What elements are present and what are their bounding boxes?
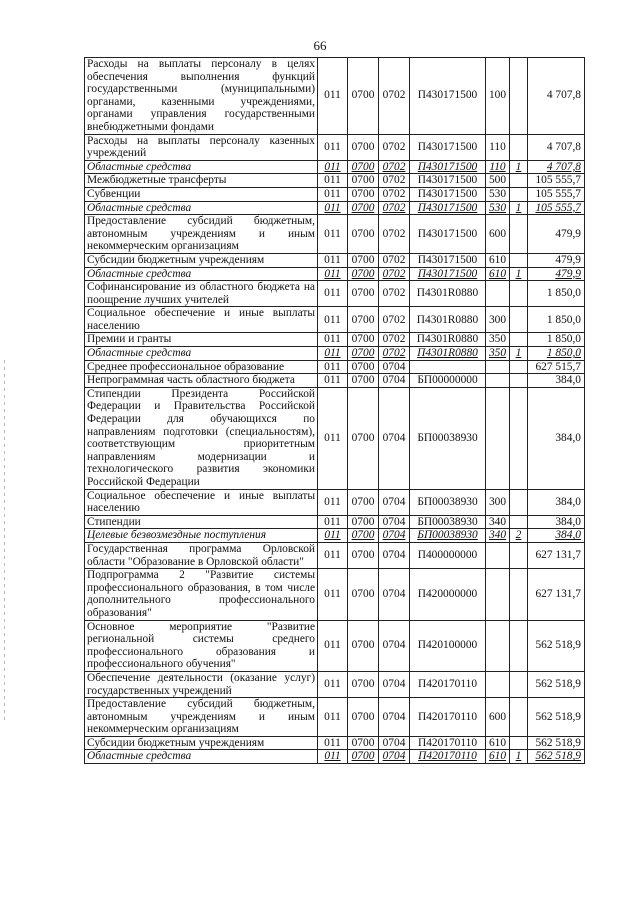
row-target-article: П420000000 bbox=[410, 569, 486, 620]
binding-edge-mark bbox=[4, 360, 5, 720]
table-row bbox=[85, 542, 585, 568]
row-subsection-code: 0704 bbox=[379, 671, 410, 697]
row-amount: 562 518,9 bbox=[528, 736, 585, 750]
row-subsection-code: 0704 bbox=[379, 698, 410, 737]
row-amount: 1 850,0 bbox=[528, 333, 585, 347]
row-amount: 105 555,7 bbox=[528, 174, 585, 188]
row-funding-source bbox=[510, 569, 528, 620]
row-name-cell: Непрограммная часть областного бюджета bbox=[85, 374, 318, 388]
row-section-code: 0700 bbox=[348, 569, 379, 620]
table-row bbox=[85, 187, 585, 201]
row-name-cell: Субсидии бюджетным учреждениям bbox=[85, 736, 318, 750]
row-ved-code: 011 bbox=[318, 281, 348, 307]
table-row bbox=[85, 736, 585, 750]
row-expense-type bbox=[486, 360, 510, 374]
row-ved-code: 011 bbox=[318, 515, 348, 529]
row-section-code: 0700 bbox=[348, 750, 379, 764]
row-section-code: 0700 bbox=[348, 698, 379, 737]
row-name-cell: Премии и гранты bbox=[85, 333, 318, 347]
row-subsection-code: 0702 bbox=[379, 281, 410, 307]
table-row bbox=[85, 671, 585, 697]
row-section-code: 0700 bbox=[348, 201, 379, 215]
row-target-article: П430171500 bbox=[410, 201, 486, 215]
row-ved-code: 011 bbox=[318, 387, 348, 489]
row-ved-code: 011 bbox=[318, 215, 348, 254]
row-subsection-code: 0704 bbox=[379, 515, 410, 529]
table-row bbox=[85, 347, 585, 361]
row-name-cell: Государственная программа Орловской области "Образование в Орловской области" bbox=[85, 542, 318, 568]
row-target-article: П420170110 bbox=[410, 750, 486, 764]
row-subsection-code: 0702 bbox=[379, 215, 410, 254]
table-row bbox=[85, 307, 585, 333]
row-expense-type: 110 bbox=[486, 160, 510, 174]
row-funding-source bbox=[510, 215, 528, 254]
row-section-code: 0700 bbox=[348, 529, 379, 543]
row-expense-type: 610 bbox=[486, 253, 510, 267]
row-expense-type: 530 bbox=[486, 187, 510, 201]
row-section-code: 0700 bbox=[348, 347, 379, 361]
row-expense-type bbox=[486, 374, 510, 388]
row-target-article: П430171500 bbox=[410, 267, 486, 281]
row-section-code: 0700 bbox=[348, 620, 379, 671]
row-target-article: БП00038930 bbox=[410, 529, 486, 543]
row-subsection-code: 0702 bbox=[379, 160, 410, 174]
row-ved-code: 011 bbox=[318, 569, 348, 620]
row-amount: 105 555,7 bbox=[528, 201, 585, 215]
row-ved-code: 011 bbox=[318, 698, 348, 737]
row-ved-code: 011 bbox=[318, 160, 348, 174]
row-ved-code: 011 bbox=[318, 360, 348, 374]
row-target-article bbox=[410, 360, 486, 374]
row-expense-type: 500 bbox=[486, 174, 510, 188]
row-ved-code: 011 bbox=[318, 307, 348, 333]
row-funding-source bbox=[510, 58, 528, 135]
row-ved-code: 011 bbox=[318, 333, 348, 347]
row-subsection-code: 0702 bbox=[379, 134, 410, 160]
row-name-cell: Областные средства bbox=[85, 201, 318, 215]
row-expense-type: 530 bbox=[486, 201, 510, 215]
row-amount: 384,0 bbox=[528, 515, 585, 529]
row-amount: 1 850,0 bbox=[528, 347, 585, 361]
row-amount: 1 850,0 bbox=[528, 307, 585, 333]
row-funding-source bbox=[510, 187, 528, 201]
row-target-article: БП00038930 bbox=[410, 387, 486, 489]
row-section-code: 0700 bbox=[348, 542, 379, 568]
row-amount: 384,0 bbox=[528, 529, 585, 543]
row-name-cell: Областные средства bbox=[85, 347, 318, 361]
row-target-article: П430171500 bbox=[410, 58, 486, 135]
row-target-article: П400000000 bbox=[410, 542, 486, 568]
row-section-code: 0700 bbox=[348, 187, 379, 201]
row-section-code: 0700 bbox=[348, 58, 379, 135]
row-ved-code: 011 bbox=[318, 750, 348, 764]
row-subsection-code: 0702 bbox=[379, 58, 410, 135]
row-section-code: 0700 bbox=[348, 307, 379, 333]
row-section-code: 0700 bbox=[348, 160, 379, 174]
row-ved-code: 011 bbox=[318, 347, 348, 361]
budget-table-body bbox=[85, 58, 585, 764]
row-target-article: П4301R0880 bbox=[410, 281, 486, 307]
row-subsection-code: 0704 bbox=[379, 374, 410, 388]
row-amount: 479,9 bbox=[528, 253, 585, 267]
row-name-cell: Предоставление субсидий бюджетным, автономным учреждениям и иным некоммерческим организациям bbox=[85, 698, 318, 737]
row-ved-code: 011 bbox=[318, 253, 348, 267]
row-expense-type: 610 bbox=[486, 750, 510, 764]
row-target-article: П420170110 bbox=[410, 736, 486, 750]
row-funding-source: 1 bbox=[510, 160, 528, 174]
table-row bbox=[85, 267, 585, 281]
row-amount: 4 707,8 bbox=[528, 134, 585, 160]
row-subsection-code: 0704 bbox=[379, 750, 410, 764]
row-subsection-code: 0704 bbox=[379, 387, 410, 489]
row-funding-source bbox=[510, 281, 528, 307]
row-amount: 562 518,9 bbox=[528, 698, 585, 737]
table-row bbox=[85, 281, 585, 307]
row-funding-source bbox=[510, 307, 528, 333]
row-name-cell: Социальное обеспечение и иные выплаты населению bbox=[85, 489, 318, 515]
row-ved-code: 011 bbox=[318, 671, 348, 697]
row-subsection-code: 0702 bbox=[379, 333, 410, 347]
row-section-code: 0700 bbox=[348, 253, 379, 267]
row-target-article: П430171500 bbox=[410, 160, 486, 174]
row-ved-code: 011 bbox=[318, 489, 348, 515]
row-funding-source bbox=[510, 698, 528, 737]
row-expense-type: 300 bbox=[486, 489, 510, 515]
table-row bbox=[85, 569, 585, 620]
table-row bbox=[85, 620, 585, 671]
row-name-cell: Целевые безвозмездные поступления bbox=[85, 529, 318, 543]
table-row bbox=[85, 160, 585, 174]
row-subsection-code: 0702 bbox=[379, 253, 410, 267]
row-section-code: 0700 bbox=[348, 134, 379, 160]
row-target-article: П4301R0880 bbox=[410, 333, 486, 347]
row-name-cell: Подпрограмма 2 "Развитие системы профессионального образования, в том числе дополнительного профессионального образования" bbox=[85, 569, 318, 620]
table-row bbox=[85, 253, 585, 267]
row-target-article: П430171500 bbox=[410, 187, 486, 201]
row-subsection-code: 0702 bbox=[379, 174, 410, 188]
row-expense-type bbox=[486, 569, 510, 620]
row-ved-code: 011 bbox=[318, 736, 348, 750]
row-amount: 4 707,8 bbox=[528, 58, 585, 135]
table-row bbox=[85, 215, 585, 254]
table-row bbox=[85, 201, 585, 215]
row-amount: 384,0 bbox=[528, 374, 585, 388]
row-funding-source bbox=[510, 360, 528, 374]
row-target-article: БП00038930 bbox=[410, 515, 486, 529]
row-name-cell: Обеспечение деятельности (оказание услуг) государственных учреждений bbox=[85, 671, 318, 697]
row-subsection-code: 0702 bbox=[379, 307, 410, 333]
table-row bbox=[85, 698, 585, 737]
row-expense-type: 110 bbox=[486, 134, 510, 160]
row-amount: 562 518,9 bbox=[528, 671, 585, 697]
row-amount: 105 555,7 bbox=[528, 187, 585, 201]
row-funding-source bbox=[510, 333, 528, 347]
table-row bbox=[85, 515, 585, 529]
row-subsection-code: 0704 bbox=[379, 360, 410, 374]
row-section-code: 0700 bbox=[348, 736, 379, 750]
row-amount: 562 518,9 bbox=[528, 620, 585, 671]
table-row bbox=[85, 134, 585, 160]
row-funding-source: 1 bbox=[510, 347, 528, 361]
row-subsection-code: 0702 bbox=[379, 187, 410, 201]
table-row bbox=[85, 387, 585, 489]
table-row bbox=[85, 360, 585, 374]
row-expense-type: 610 bbox=[486, 267, 510, 281]
row-ved-code: 011 bbox=[318, 620, 348, 671]
row-section-code: 0700 bbox=[348, 281, 379, 307]
row-ved-code: 011 bbox=[318, 58, 348, 135]
row-name-cell: Основное мероприятие "Развитие региональной системы среднего профессионального образования и профессионального обучения" bbox=[85, 620, 318, 671]
row-amount: 384,0 bbox=[528, 387, 585, 489]
row-name-cell: Областные средства bbox=[85, 750, 318, 764]
table-row bbox=[85, 489, 585, 515]
row-section-code: 0700 bbox=[348, 515, 379, 529]
table-row bbox=[85, 750, 585, 764]
row-funding-source: 2 bbox=[510, 529, 528, 543]
row-section-code: 0700 bbox=[348, 333, 379, 347]
row-expense-type: 610 bbox=[486, 736, 510, 750]
row-subsection-code: 0704 bbox=[379, 489, 410, 515]
row-funding-source bbox=[510, 489, 528, 515]
row-funding-source: 1 bbox=[510, 267, 528, 281]
table-row bbox=[85, 374, 585, 388]
row-ved-code: 011 bbox=[318, 134, 348, 160]
row-funding-source bbox=[510, 253, 528, 267]
row-subsection-code: 0704 bbox=[379, 736, 410, 750]
row-section-code: 0700 bbox=[348, 671, 379, 697]
row-section-code: 0700 bbox=[348, 267, 379, 281]
row-section-code: 0700 bbox=[348, 215, 379, 254]
row-expense-type: 340 bbox=[486, 529, 510, 543]
row-subsection-code: 0702 bbox=[379, 201, 410, 215]
row-amount: 1 850,0 bbox=[528, 281, 585, 307]
row-funding-source bbox=[510, 671, 528, 697]
row-section-code: 0700 bbox=[348, 374, 379, 388]
row-amount: 562 518,9 bbox=[528, 750, 585, 764]
row-target-article: П430171500 bbox=[410, 215, 486, 254]
row-funding-source bbox=[510, 515, 528, 529]
row-subsection-code: 0704 bbox=[379, 529, 410, 543]
row-name-cell: Субвенции bbox=[85, 187, 318, 201]
row-funding-source: 1 bbox=[510, 750, 528, 764]
row-amount: 627 515,7 bbox=[528, 360, 585, 374]
row-amount: 479,9 bbox=[528, 267, 585, 281]
row-expense-type: 340 bbox=[486, 515, 510, 529]
row-target-article: П430171500 bbox=[410, 134, 486, 160]
row-section-code: 0700 bbox=[348, 489, 379, 515]
row-expense-type: 350 bbox=[486, 333, 510, 347]
row-subsection-code: 0702 bbox=[379, 267, 410, 281]
row-expense-type bbox=[486, 387, 510, 489]
row-ved-code: 011 bbox=[318, 174, 348, 188]
page-number: 66 bbox=[313, 38, 327, 53]
row-name-cell: Областные средства bbox=[85, 267, 318, 281]
row-ved-code: 011 bbox=[318, 267, 348, 281]
row-funding-source bbox=[510, 387, 528, 489]
row-ved-code: 011 bbox=[318, 374, 348, 388]
row-funding-source bbox=[510, 736, 528, 750]
row-expense-type bbox=[486, 620, 510, 671]
row-funding-source bbox=[510, 542, 528, 568]
row-name-cell: Предоставление субсидий бюджетным, автономным учреждениям и иным некоммерческим организациям bbox=[85, 215, 318, 254]
row-name-cell: Среднее профессиональное образование bbox=[85, 360, 318, 374]
row-ved-code: 011 bbox=[318, 187, 348, 201]
row-target-article: БП00000000 bbox=[410, 374, 486, 388]
row-expense-type: 350 bbox=[486, 347, 510, 361]
row-expense-type: 100 bbox=[486, 58, 510, 135]
row-section-code: 0700 bbox=[348, 174, 379, 188]
row-name-cell: Стипендии Президента Российской Федерации и Правительства Российской Федерации для обучающихся по направлениям подготовки (специальностям), соответствующим приоритетным направлениям модернизации и технологического развития экономики Российской Федерации bbox=[85, 387, 318, 489]
row-name-cell: Расходы на выплаты персоналу казенных учреждений bbox=[85, 134, 318, 160]
row-expense-type: 600 bbox=[486, 698, 510, 737]
table-row bbox=[85, 333, 585, 347]
row-name-cell: Социальное обеспечение и иные выплаты населению bbox=[85, 307, 318, 333]
row-amount: 479,9 bbox=[528, 215, 585, 254]
table-row bbox=[85, 58, 585, 135]
row-funding-source bbox=[510, 174, 528, 188]
row-name-cell: Софинансирование из областного бюджета на поощрение лучших учителей bbox=[85, 281, 318, 307]
row-target-article: БП00038930 bbox=[410, 489, 486, 515]
row-expense-type bbox=[486, 281, 510, 307]
row-ved-code: 011 bbox=[318, 542, 348, 568]
row-name-cell: Областные средства bbox=[85, 160, 318, 174]
row-ved-code: 011 bbox=[318, 201, 348, 215]
row-name-cell: Межбюджетные трансферты bbox=[85, 174, 318, 188]
row-funding-source bbox=[510, 374, 528, 388]
row-expense-type bbox=[486, 542, 510, 568]
row-name-cell: Субсидии бюджетным учреждениям bbox=[85, 253, 318, 267]
row-target-article: П4301R0880 bbox=[410, 307, 486, 333]
row-target-article: П420170110 bbox=[410, 698, 486, 737]
row-name-cell: Стипендии bbox=[85, 515, 318, 529]
row-expense-type: 600 bbox=[486, 215, 510, 254]
row-target-article: П430171500 bbox=[410, 253, 486, 267]
row-funding-source bbox=[510, 620, 528, 671]
row-name-cell: Расходы на выплаты персоналу в целях обеспечения выполнения функций государственными (муниципальными) органами, казенными учреждениями, органами управления государственными внебюджетными фондами bbox=[85, 58, 318, 135]
row-target-article: П4301R0880 bbox=[410, 347, 486, 361]
row-subsection-code: 0704 bbox=[379, 542, 410, 568]
table-row bbox=[85, 529, 585, 543]
row-target-article: П430171500 bbox=[410, 174, 486, 188]
row-amount: 4 707,8 bbox=[528, 160, 585, 174]
row-amount: 384,0 bbox=[528, 489, 585, 515]
row-amount: 627 131,7 bbox=[528, 542, 585, 568]
row-amount: 627 131,7 bbox=[528, 569, 585, 620]
row-funding-source bbox=[510, 134, 528, 160]
row-expense-type: 300 bbox=[486, 307, 510, 333]
row-target-article: П420170110 bbox=[410, 671, 486, 697]
row-funding-source: 1 bbox=[510, 201, 528, 215]
row-expense-type bbox=[486, 671, 510, 697]
row-ved-code: 011 bbox=[318, 529, 348, 543]
row-subsection-code: 0702 bbox=[379, 347, 410, 361]
table-row bbox=[85, 174, 585, 188]
budget-table bbox=[84, 57, 585, 764]
row-section-code: 0700 bbox=[348, 387, 379, 489]
row-section-code: 0700 bbox=[348, 360, 379, 374]
row-target-article: П420100000 bbox=[410, 620, 486, 671]
row-subsection-code: 0704 bbox=[379, 620, 410, 671]
row-subsection-code: 0704 bbox=[379, 569, 410, 620]
